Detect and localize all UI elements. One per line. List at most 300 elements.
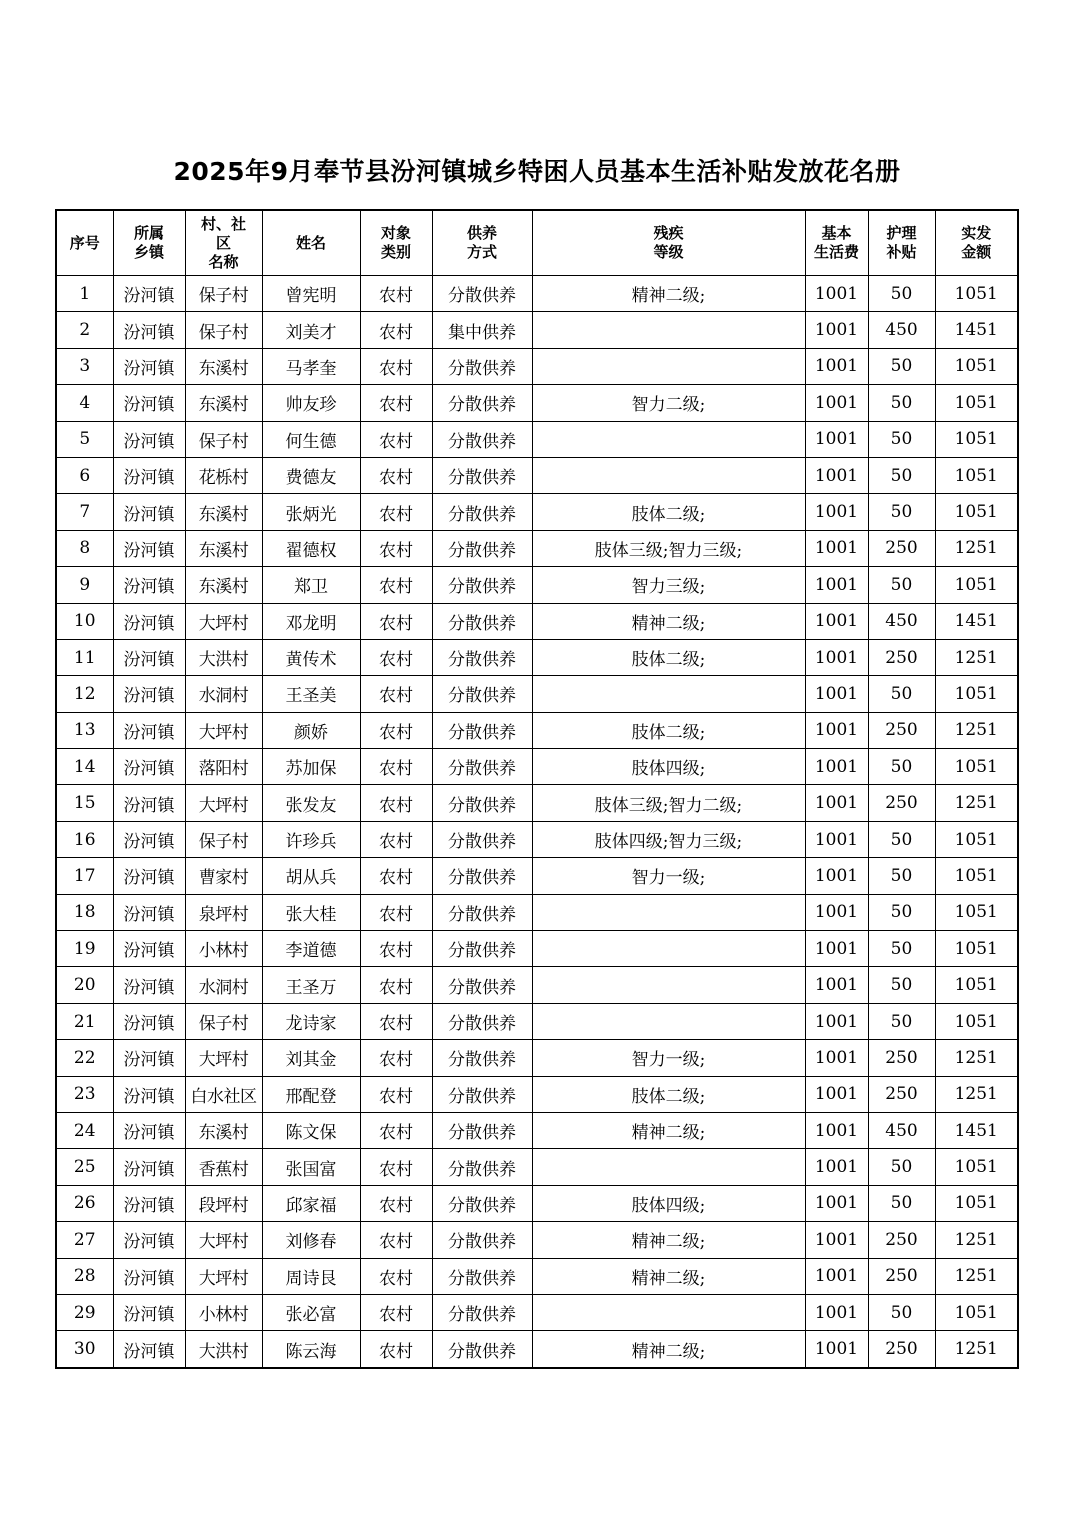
cell-town: 汾河镇 — [113, 567, 185, 603]
cell-support: 分散供养 — [432, 1331, 532, 1368]
cell-town: 汾河镇 — [113, 1112, 185, 1148]
cell-seq: 13 — [56, 712, 113, 748]
table-row — [56, 1185, 1018, 1221]
cell-total: 1051 — [935, 1294, 1018, 1330]
cell-support: 分散供养 — [432, 1258, 532, 1294]
cell-name: 颜娇 — [262, 712, 360, 748]
cell-category: 农村 — [360, 1003, 432, 1039]
cell-disability: 精神二级; — [532, 1222, 805, 1258]
cell-village: 大坪村 — [185, 1222, 262, 1258]
cell-care: 50 — [868, 676, 935, 712]
cell-basic: 1001 — [805, 1076, 868, 1112]
cell-total: 1251 — [935, 530, 1018, 566]
cell-village: 白水社区 — [185, 1076, 262, 1112]
cell-category: 农村 — [360, 385, 432, 421]
cell-basic: 1001 — [805, 676, 868, 712]
cell-support: 分散供养 — [432, 749, 532, 785]
cell-care: 250 — [868, 785, 935, 821]
cell-category: 农村 — [360, 676, 432, 712]
cell-category: 农村 — [360, 1149, 432, 1185]
cell-village: 大洪村 — [185, 1331, 262, 1368]
cell-total: 1251 — [935, 1222, 1018, 1258]
cell-total: 1051 — [935, 385, 1018, 421]
cell-total: 1051 — [935, 567, 1018, 603]
cell-support: 分散供养 — [432, 385, 532, 421]
table-row — [56, 1112, 1018, 1148]
cell-town: 汾河镇 — [113, 931, 185, 967]
table-row — [56, 894, 1018, 930]
table-row — [56, 639, 1018, 675]
cell-support: 分散供养 — [432, 1222, 532, 1258]
cell-basic: 1001 — [805, 858, 868, 894]
cell-name: 张大桂 — [262, 894, 360, 930]
cell-seq: 21 — [56, 1003, 113, 1039]
cell-disability: 智力二级; — [532, 385, 805, 421]
cell-town: 汾河镇 — [113, 967, 185, 1003]
cell-care: 50 — [868, 567, 935, 603]
cell-total: 1051 — [935, 1149, 1018, 1185]
cell-seq: 27 — [56, 1222, 113, 1258]
cell-name: 黄传术 — [262, 639, 360, 675]
cell-town: 汾河镇 — [113, 1040, 185, 1076]
cell-category: 农村 — [360, 276, 432, 312]
cell-support: 分散供养 — [432, 712, 532, 748]
cell-name: 曾宪明 — [262, 276, 360, 312]
cell-town: 汾河镇 — [113, 858, 185, 894]
cell-disability: 肢体三级;智力二级; — [532, 785, 805, 821]
table-row — [56, 421, 1018, 457]
cell-total: 1051 — [935, 931, 1018, 967]
cell-basic: 1001 — [805, 931, 868, 967]
cell-name: 刘修春 — [262, 1222, 360, 1258]
cell-village: 大洪村 — [185, 639, 262, 675]
cell-support: 分散供养 — [432, 967, 532, 1003]
header-disability: 残疾 等级 — [532, 210, 805, 276]
cell-disability: 肢体四级;智力三级; — [532, 821, 805, 857]
cell-care: 50 — [868, 276, 935, 312]
cell-village: 保子村 — [185, 1003, 262, 1039]
cell-town: 汾河镇 — [113, 1331, 185, 1368]
cell-total: 1251 — [935, 1076, 1018, 1112]
cell-support: 分散供养 — [432, 1149, 532, 1185]
cell-support: 分散供养 — [432, 1076, 532, 1112]
cell-basic: 1001 — [805, 494, 868, 530]
cell-disability: 肢体四级; — [532, 1185, 805, 1221]
header-basic: 基本 生活费 — [805, 210, 868, 276]
cell-seq: 2 — [56, 312, 113, 348]
cell-name: 胡从兵 — [262, 858, 360, 894]
cell-basic: 1001 — [805, 1149, 868, 1185]
cell-support: 分散供养 — [432, 457, 532, 493]
cell-name: 张必富 — [262, 1294, 360, 1330]
cell-seq: 1 — [56, 276, 113, 312]
cell-village: 泉坪村 — [185, 894, 262, 930]
cell-village: 东溪村 — [185, 567, 262, 603]
table-row — [56, 1149, 1018, 1185]
cell-name: 周诗艮 — [262, 1258, 360, 1294]
cell-town: 汾河镇 — [113, 894, 185, 930]
cell-support: 分散供养 — [432, 821, 532, 857]
cell-basic: 1001 — [805, 1112, 868, 1148]
cell-seq: 4 — [56, 385, 113, 421]
cell-care: 50 — [868, 821, 935, 857]
cell-total: 1051 — [935, 494, 1018, 530]
cell-disability: 智力一级; — [532, 858, 805, 894]
cell-name: 陈云海 — [262, 1331, 360, 1368]
cell-village: 段坪村 — [185, 1185, 262, 1221]
table-row — [56, 1040, 1018, 1076]
cell-care: 450 — [868, 1112, 935, 1148]
cell-name: 张国富 — [262, 1149, 360, 1185]
cell-total: 1251 — [935, 639, 1018, 675]
cell-category: 农村 — [360, 1222, 432, 1258]
cell-basic: 1001 — [805, 385, 868, 421]
cell-basic: 1001 — [805, 1294, 868, 1330]
cell-category: 农村 — [360, 1112, 432, 1148]
cell-village: 大坪村 — [185, 603, 262, 639]
cell-disability: 智力三级; — [532, 567, 805, 603]
cell-name: 张炳光 — [262, 494, 360, 530]
cell-category: 农村 — [360, 1331, 432, 1368]
cell-seq: 18 — [56, 894, 113, 930]
cell-name: 邓龙明 — [262, 603, 360, 639]
cell-support: 分散供养 — [432, 348, 532, 384]
table-row — [56, 603, 1018, 639]
cell-seq: 7 — [56, 494, 113, 530]
cell-category: 农村 — [360, 312, 432, 348]
table-row — [56, 1258, 1018, 1294]
cell-disability: 肢体二级; — [532, 712, 805, 748]
cell-care: 250 — [868, 530, 935, 566]
cell-care: 50 — [868, 348, 935, 384]
cell-total: 1051 — [935, 457, 1018, 493]
cell-disability — [532, 1294, 805, 1330]
cell-seq: 26 — [56, 1185, 113, 1221]
header-row — [56, 210, 1018, 276]
cell-disability: 智力一级; — [532, 1040, 805, 1076]
header-town: 所属 乡镇 — [113, 210, 185, 276]
table-row — [56, 1003, 1018, 1039]
cell-town: 汾河镇 — [113, 639, 185, 675]
cell-total: 1251 — [935, 1331, 1018, 1368]
cell-total: 1251 — [935, 712, 1018, 748]
cell-category: 农村 — [360, 530, 432, 566]
cell-village: 水洞村 — [185, 967, 262, 1003]
cell-basic: 1001 — [805, 1040, 868, 1076]
cell-basic: 1001 — [805, 312, 868, 348]
cell-town: 汾河镇 — [113, 421, 185, 457]
cell-care: 50 — [868, 1185, 935, 1221]
cell-seq: 28 — [56, 1258, 113, 1294]
cell-support: 分散供养 — [432, 1003, 532, 1039]
cell-town: 汾河镇 — [113, 457, 185, 493]
cell-care: 50 — [868, 1294, 935, 1330]
cell-category: 农村 — [360, 749, 432, 785]
cell-name: 何生德 — [262, 421, 360, 457]
cell-disability — [532, 1003, 805, 1039]
cell-seq: 25 — [56, 1149, 113, 1185]
header-support: 供养 方式 — [432, 210, 532, 276]
cell-basic: 1001 — [805, 276, 868, 312]
cell-total: 1251 — [935, 785, 1018, 821]
header-name: 姓名 — [262, 210, 360, 276]
cell-town: 汾河镇 — [113, 1294, 185, 1330]
cell-care: 50 — [868, 894, 935, 930]
table-row — [56, 967, 1018, 1003]
cell-category: 农村 — [360, 821, 432, 857]
cell-village: 保子村 — [185, 312, 262, 348]
cell-total: 1451 — [935, 603, 1018, 639]
cell-support: 分散供养 — [432, 1040, 532, 1076]
cell-seq: 17 — [56, 858, 113, 894]
cell-disability — [532, 457, 805, 493]
cell-disability — [532, 931, 805, 967]
cell-name: 张发友 — [262, 785, 360, 821]
cell-category: 农村 — [360, 1185, 432, 1221]
cell-town: 汾河镇 — [113, 712, 185, 748]
cell-total: 1451 — [935, 312, 1018, 348]
cell-category: 农村 — [360, 712, 432, 748]
cell-total: 1051 — [935, 1003, 1018, 1039]
cell-care: 450 — [868, 312, 935, 348]
cell-support: 分散供养 — [432, 858, 532, 894]
cell-care: 250 — [868, 1076, 935, 1112]
cell-town: 汾河镇 — [113, 1149, 185, 1185]
cell-name: 许珍兵 — [262, 821, 360, 857]
cell-care: 50 — [868, 494, 935, 530]
cell-seq: 12 — [56, 676, 113, 712]
cell-seq: 20 — [56, 967, 113, 1003]
cell-total: 1051 — [935, 858, 1018, 894]
cell-basic: 1001 — [805, 1331, 868, 1368]
page-title: 2025年9月奉节县汾河镇城乡特困人员基本生活补贴发放花名册 — [173, 157, 901, 186]
cell-care: 250 — [868, 712, 935, 748]
cell-seq: 30 — [56, 1331, 113, 1368]
cell-basic: 1001 — [805, 1222, 868, 1258]
cell-category: 农村 — [360, 967, 432, 1003]
cell-name: 马孝奎 — [262, 348, 360, 384]
cell-disability: 肢体二级; — [532, 639, 805, 675]
cell-name: 陈文保 — [262, 1112, 360, 1148]
cell-support: 分散供养 — [432, 276, 532, 312]
cell-care: 50 — [868, 858, 935, 894]
cell-care: 250 — [868, 639, 935, 675]
cell-total: 1051 — [935, 749, 1018, 785]
cell-total: 1051 — [935, 894, 1018, 930]
cell-town: 汾河镇 — [113, 530, 185, 566]
cell-support: 分散供养 — [432, 494, 532, 530]
cell-support: 分散供养 — [432, 894, 532, 930]
cell-care: 50 — [868, 1149, 935, 1185]
cell-total: 1051 — [935, 276, 1018, 312]
cell-disability: 肢体二级; — [532, 1076, 805, 1112]
cell-total: 1251 — [935, 1258, 1018, 1294]
cell-seq: 3 — [56, 348, 113, 384]
cell-village: 东溪村 — [185, 348, 262, 384]
cell-basic: 1001 — [805, 712, 868, 748]
cell-town: 汾河镇 — [113, 312, 185, 348]
cell-town: 汾河镇 — [113, 749, 185, 785]
cell-total: 1051 — [935, 1185, 1018, 1221]
cell-town: 汾河镇 — [113, 603, 185, 639]
cell-disability: 精神二级; — [532, 603, 805, 639]
cell-name: 刘美才 — [262, 312, 360, 348]
table-row — [56, 530, 1018, 566]
cell-seq: 6 — [56, 457, 113, 493]
cell-category: 农村 — [360, 639, 432, 675]
cell-village: 东溪村 — [185, 494, 262, 530]
cell-town: 汾河镇 — [113, 1003, 185, 1039]
cell-disability — [532, 676, 805, 712]
table-row — [56, 385, 1018, 421]
cell-seq: 8 — [56, 530, 113, 566]
cell-seq: 22 — [56, 1040, 113, 1076]
cell-category: 农村 — [360, 457, 432, 493]
cell-support: 分散供养 — [432, 1112, 532, 1148]
roster-body — [56, 276, 1018, 1368]
cell-disability: 肢体四级; — [532, 749, 805, 785]
table-row — [56, 348, 1018, 384]
table-row — [56, 312, 1018, 348]
header-seq: 序号 — [56, 210, 113, 276]
cell-village: 大坪村 — [185, 712, 262, 748]
cell-seq: 10 — [56, 603, 113, 639]
cell-village: 小林村 — [185, 1294, 262, 1330]
cell-support: 分散供养 — [432, 421, 532, 457]
table-row — [56, 785, 1018, 821]
cell-town: 汾河镇 — [113, 494, 185, 530]
cell-category: 农村 — [360, 858, 432, 894]
cell-name: 李道德 — [262, 931, 360, 967]
cell-basic: 1001 — [805, 421, 868, 457]
cell-town: 汾河镇 — [113, 385, 185, 421]
cell-total: 1051 — [935, 821, 1018, 857]
cell-basic: 1001 — [805, 1258, 868, 1294]
table-row — [56, 676, 1018, 712]
cell-category: 农村 — [360, 1076, 432, 1112]
cell-basic: 1001 — [805, 785, 868, 821]
cell-name: 帅友珍 — [262, 385, 360, 421]
cell-seq: 19 — [56, 931, 113, 967]
cell-basic: 1001 — [805, 348, 868, 384]
cell-support: 分散供养 — [432, 567, 532, 603]
cell-town: 汾河镇 — [113, 821, 185, 857]
table-row — [56, 858, 1018, 894]
cell-disability: 肢体三级;智力三级; — [532, 530, 805, 566]
cell-village: 曹家村 — [185, 858, 262, 894]
cell-seq: 14 — [56, 749, 113, 785]
table-row — [56, 457, 1018, 493]
cell-care: 250 — [868, 1258, 935, 1294]
cell-category: 农村 — [360, 494, 432, 530]
cell-basic: 1001 — [805, 457, 868, 493]
cell-disability: 精神二级; — [532, 1112, 805, 1148]
table-row — [56, 749, 1018, 785]
cell-seq: 9 — [56, 567, 113, 603]
cell-category: 农村 — [360, 1294, 432, 1330]
cell-care: 50 — [868, 749, 935, 785]
cell-village: 大坪村 — [185, 1040, 262, 1076]
header-care: 护理 补贴 — [868, 210, 935, 276]
cell-town: 汾河镇 — [113, 1076, 185, 1112]
cell-village: 小林村 — [185, 931, 262, 967]
cell-disability — [532, 421, 805, 457]
cell-total: 1051 — [935, 421, 1018, 457]
cell-basic: 1001 — [805, 894, 868, 930]
cell-name: 王圣美 — [262, 676, 360, 712]
cell-category: 农村 — [360, 1258, 432, 1294]
table-row — [56, 1294, 1018, 1330]
cell-disability — [532, 348, 805, 384]
cell-category: 农村 — [360, 603, 432, 639]
cell-village: 东溪村 — [185, 530, 262, 566]
cell-care: 50 — [868, 457, 935, 493]
cell-total: 1051 — [935, 348, 1018, 384]
cell-village: 水洞村 — [185, 676, 262, 712]
cell-seq: 15 — [56, 785, 113, 821]
header-village: 村、社 区 名称 — [185, 210, 262, 276]
cell-support: 分散供养 — [432, 1185, 532, 1221]
cell-care: 50 — [868, 385, 935, 421]
cell-disability — [532, 894, 805, 930]
cell-basic: 1001 — [805, 749, 868, 785]
cell-support: 分散供养 — [432, 639, 532, 675]
cell-disability: 肢体二级; — [532, 494, 805, 530]
cell-village: 东溪村 — [185, 385, 262, 421]
cell-care: 50 — [868, 421, 935, 457]
cell-disability: 精神二级; — [532, 1331, 805, 1368]
cell-disability — [532, 312, 805, 348]
cell-village: 保子村 — [185, 276, 262, 312]
cell-support: 分散供养 — [432, 785, 532, 821]
table-row — [56, 712, 1018, 748]
cell-town: 汾河镇 — [113, 785, 185, 821]
header-total: 实发 金额 — [935, 210, 1018, 276]
cell-name: 苏加保 — [262, 749, 360, 785]
cell-category: 农村 — [360, 931, 432, 967]
cell-category: 农村 — [360, 567, 432, 603]
cell-support: 分散供养 — [432, 676, 532, 712]
cell-disability: 精神二级; — [532, 276, 805, 312]
cell-village: 大坪村 — [185, 1258, 262, 1294]
cell-town: 汾河镇 — [113, 1185, 185, 1221]
header-category: 对象 类别 — [360, 210, 432, 276]
table-row — [56, 567, 1018, 603]
cell-care: 450 — [868, 603, 935, 639]
cell-name: 刘其金 — [262, 1040, 360, 1076]
cell-basic: 1001 — [805, 1003, 868, 1039]
cell-seq: 11 — [56, 639, 113, 675]
cell-category: 农村 — [360, 421, 432, 457]
cell-village: 大坪村 — [185, 785, 262, 821]
cell-seq: 5 — [56, 421, 113, 457]
subsidy-roster-table — [55, 209, 1019, 1369]
cell-name: 费德友 — [262, 457, 360, 493]
cell-name: 郑卫 — [262, 567, 360, 603]
cell-basic: 1001 — [805, 567, 868, 603]
cell-disability: 精神二级; — [532, 1258, 805, 1294]
cell-village: 花栎村 — [185, 457, 262, 493]
cell-category: 农村 — [360, 1040, 432, 1076]
cell-town: 汾河镇 — [113, 1222, 185, 1258]
cell-disability — [532, 967, 805, 1003]
table-row — [56, 494, 1018, 530]
cell-town: 汾河镇 — [113, 348, 185, 384]
table-row — [56, 931, 1018, 967]
cell-category: 农村 — [360, 348, 432, 384]
cell-care: 250 — [868, 1040, 935, 1076]
cell-disability — [532, 1149, 805, 1185]
